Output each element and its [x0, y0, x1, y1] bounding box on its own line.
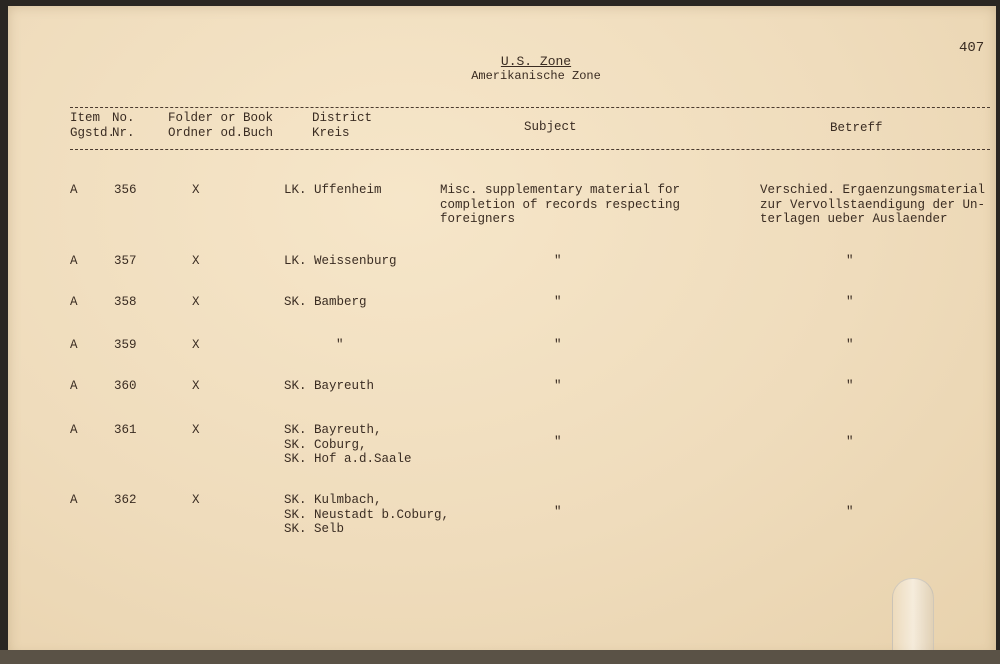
- item-cell: A: [70, 379, 78, 393]
- district-cell: SK. Bayreuth: [284, 379, 375, 393]
- folder-cell: X: [192, 338, 200, 352]
- folder-cell: X: [192, 493, 200, 507]
- page-number: 407: [959, 40, 985, 56]
- header-folder: Folder or Book Ordner od.Buch: [168, 111, 274, 140]
- subject-cell: ": [554, 435, 562, 449]
- glass-weight: [892, 578, 934, 656]
- betreff-cell: ": [846, 254, 854, 268]
- item-cell: A: [70, 493, 78, 507]
- folder-cell: X: [192, 379, 200, 393]
- header-item: Item Ggstd.: [70, 111, 116, 140]
- ledger-page: [8, 6, 996, 656]
- header-top-rule: [70, 107, 990, 108]
- betreff-cell: Verschied. Ergaenzungsmaterial zur Vervollstaendigung der Un- terlagen ueber Auslaender: [760, 183, 986, 226]
- district-cell: LK. Uffenheim: [284, 183, 382, 197]
- zone-subtitle: Amerikanische Zone: [471, 69, 601, 83]
- item-cell: A: [70, 295, 78, 309]
- header-subject: Subject: [524, 120, 577, 134]
- number-cell: 360: [114, 379, 137, 393]
- betreff-cell: ": [846, 505, 854, 519]
- header-no: No. Nr.: [112, 111, 135, 140]
- scanner-edge: [0, 650, 1000, 664]
- district-cell: SK. Kulmbach, SK. Neustadt b.Coburg, SK. Selb: [284, 493, 450, 536]
- subject-cell: ": [554, 338, 562, 352]
- folder-cell: X: [192, 254, 200, 268]
- betreff-cell: ": [846, 295, 854, 309]
- number-cell: 359: [114, 338, 137, 352]
- subject-cell: ": [554, 254, 562, 268]
- district-cell: SK. Bamberg: [284, 295, 367, 309]
- subject-cell: ": [554, 379, 562, 393]
- item-cell: A: [70, 254, 78, 268]
- number-cell: 356: [114, 183, 137, 197]
- betreff-cell: ": [846, 379, 854, 393]
- header-betreff: Betreff: [830, 121, 883, 135]
- subject-cell: ": [554, 295, 562, 309]
- district-cell: ": [336, 338, 344, 352]
- number-cell: 357: [114, 254, 137, 268]
- folder-cell: X: [192, 183, 200, 197]
- folder-cell: X: [192, 423, 200, 437]
- header-district: District Kreis: [312, 111, 373, 140]
- betreff-cell: ": [846, 435, 854, 449]
- item-cell: A: [70, 338, 78, 352]
- number-cell: 362: [114, 493, 137, 507]
- number-cell: 358: [114, 295, 137, 309]
- header-bottom-rule: [70, 149, 990, 150]
- number-cell: 361: [114, 423, 137, 437]
- item-cell: A: [70, 423, 78, 437]
- district-cell: SK. Bayreuth, SK. Coburg, SK. Hof a.d.Saale: [284, 423, 412, 466]
- subject-cell: Misc. supplementary material for completion of records respecting foreigners: [440, 183, 681, 226]
- betreff-cell: ": [846, 338, 854, 352]
- district-cell: LK. Weissenburg: [284, 254, 397, 268]
- zone-title: U.S. Zone: [500, 54, 572, 69]
- folder-cell: X: [192, 295, 200, 309]
- subject-cell: ": [554, 505, 562, 519]
- item-cell: A: [70, 183, 78, 197]
